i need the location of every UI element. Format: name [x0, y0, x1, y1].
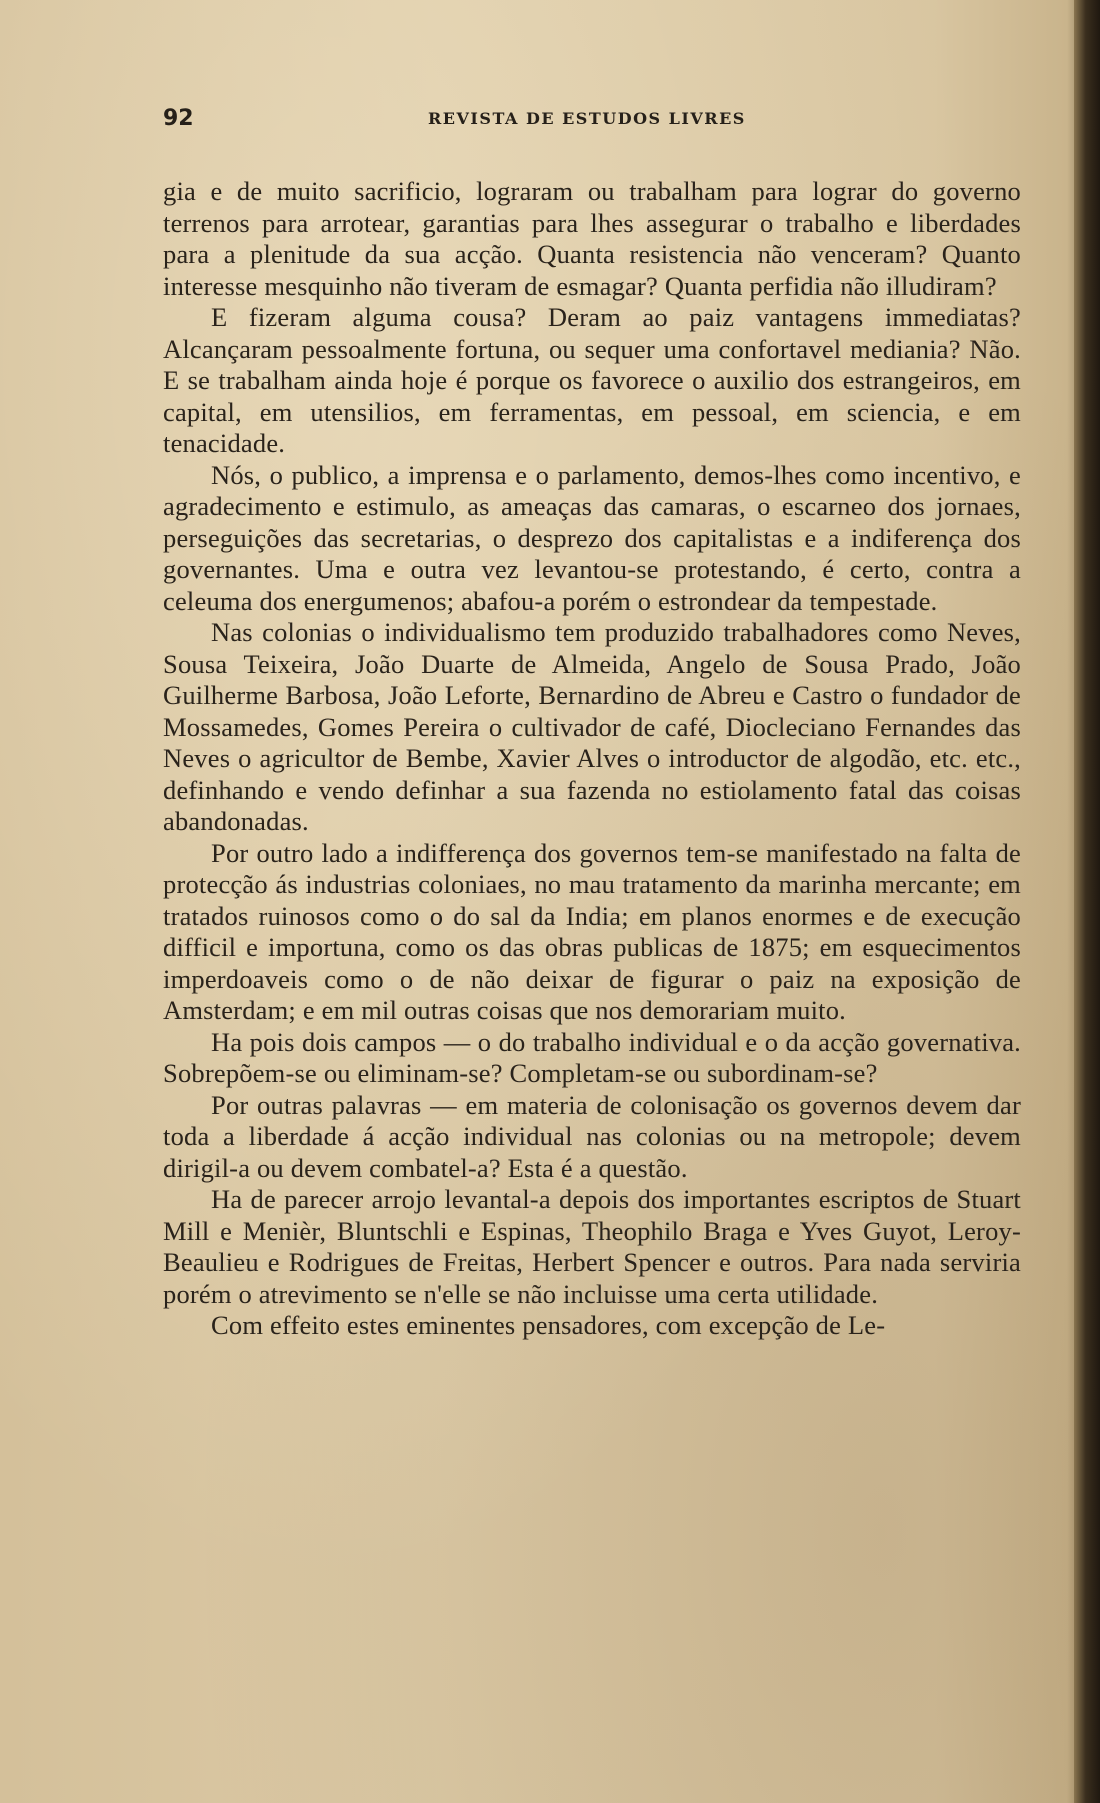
paragraph: Por outras palavras — em materia de colonisação os governos devem dar toda a liberdade á acção individual nas colonias ou na metropole; devem dirigil-a ou devem combatel-a? Esta é a questão.: [163, 1089, 1021, 1183]
body-text: [163, 176, 1021, 1342]
page-number: 92: [163, 106, 194, 131]
paragraph: Por outro lado a indifferença dos governos tem-se manifestado na falta de protecção ás industrias coloniaes, no mau tratamento da marinha mercante; em tratados ruinosos como o do sal da India; em planos enormes e de execução difficil e importuna, como os das obras publicas de 1875; em esquecimentos imperdoaveis como o de não deixar de figurar o paiz na exposição de Amsterdam; e em mil outras coisas que nos demorariam muito.: [163, 837, 1021, 1025]
paragraph: gia e de muito sacrificio, lograram ou trabalham para lograr do governo terrenos para arrotear, garantias para lhes assegurar o trabalho e liberdades para a plenitude da sua acção. Quanta resistencia não venceram? Quanto interesse mesquinho não tiveram de esmagar? Quanta perfidia não illudiram?: [163, 176, 1021, 301]
paragraph: Nós, o publico, a imprensa e o parlamento, demos-lhes como incentivo, e agradecimento e estimulo, as ameaças das camaras, o escarneo dos jornaes, perseguições das secretarias, o desprezo dos capitalistas e a indiferença dos governantes. Uma e outra vez levantou-se protestando, é certo, contra a celeuma dos energumenos; abafou-a porém o estrondear da tempestade.: [163, 459, 1021, 616]
journal-title: REVISTA DE ESTUDOS LIVRES: [428, 109, 746, 128]
running-head: [163, 106, 1021, 136]
paragraph: Com effeito estes eminentes pensadores, com excepção de Le-: [211, 1310, 886, 1340]
paragraph: Nas colonias o individualismo tem produzido trabalhadores como Neves, Sousa Teixeira, João Duarte de Almeida, Angelo de Sousa Prado, João Guilherme Barbosa, João Leforte, Bernardino de Abreu e Castro o fundador de Mossamedes, Gomes Pereira o cultivador de café, Diocleciano Fernandes das Neves o agricultor de Bembe, Xavier Alves o introductor de algodão, etc. etc., definhando e vendo definhar a sua fazenda no estiolamento fatal das coisas abandonadas.: [163, 617, 1021, 836]
paragraph: Ha de parecer arrojo levantal-a depois dos importantes escriptos de Stuart Mill e Menièr, Bluntschli e Espinas, Theophilo Braga e Yves Guyot, Leroy-Beaulieu e Rodrigues de Freitas, Herbert Spencer e outros. Para nada serviria porém o atrevimento se n'elle se não incluisse uma certa utilidade.: [163, 1184, 1021, 1309]
page-edge-shadow: [1074, 0, 1100, 1803]
paragraph: Ha pois dois campos — o do trabalho individual e o da acção governativa. Sobrepõem-se ou eliminam-se? Completam-se ou subordinam-se?: [163, 1026, 1021, 1088]
paragraph: E fizeram alguma cousa? Deram ao paiz vantagens immediatas? Alcançaram pessoalmente fortuna, ou sequer uma confortavel mediania? Não. E se trabalham ainda hoje é porque os favorece o auxilio dos estrangeiros, em capital, em utensilios, em ferramentas, em pessoal, em sciencia, e em tenacidade.: [163, 302, 1021, 458]
